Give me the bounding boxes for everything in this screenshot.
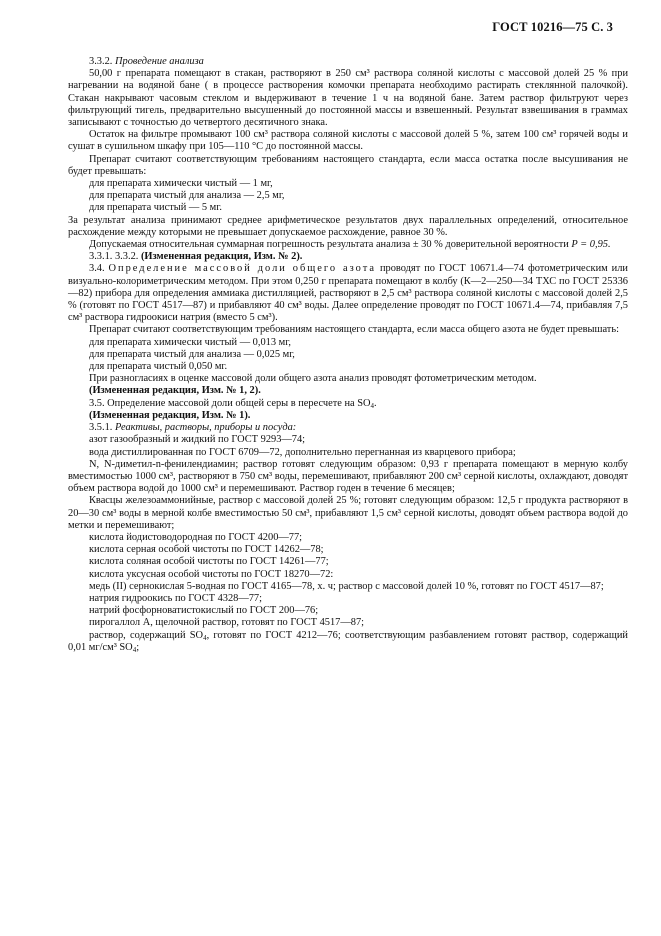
list-item: кислота йодистоводородная по ГОСТ 4200—77; [89,531,303,543]
list-item: вода дистиллированная по ГОСТ 6709—72, дополнительно перегнанная из кварцевого прибора; [89,446,516,458]
revision-note: (Измененная редакция, Изм. № 1). [89,409,251,421]
paragraph [68,239,628,251]
list-item: пирогаллол А, щелочной раствор, готовят по ГОСТ 4517—87; [89,617,365,629]
section-title: Определение массовой доли общего азота [108,263,377,275]
paragraph-text: проводят по ГОСТ 10671.4—74 фотометрическим или визуально-колориметрическим методом. При этом 0,250 г препарата помещают в колбу (К—2—250—34 ТХС по ГОСТ 25336—82) прибора для определения аммиака дистилляцией, растворяют в 2,5 см³ раствора соляной кислоты с массовой долей 2,5 % (готовят по ГОСТ 4517—87) и прибавляют 40 см³ воды. Далее определение проводят по ГОСТ 10671.4—74, прибавляя 7,5 см³ раствора гидроокиси натрия (вместо 5 см³). [68,263,628,324]
list-item: для препарата чистый для анализа — 2,5 мг, [89,190,285,202]
page-header: ГОСТ 10216—75 С. 3 [492,20,613,34]
punctuation: ; [136,641,140,653]
section-number: 3.3.2. [89,56,113,67]
list-item [68,630,628,654]
subscript: 4 [203,633,207,642]
paragraph-text: , готовят по ГОСТ 4212—76; соответствующим разбавлением готовят раствор, содержащий 0,01 мг/см³ SO [68,629,628,653]
paragraph-text: P = 0,95. [571,239,611,251]
list-item: N, N-диметил-n-фенилендиамин; раствор готовят следующим образом: 0,93 г препарата помещают в мерную колбу вместимостью 1000 см³, растворяют в 750 см³ воды, перемешивают, прибавляют 200 см³ серной кислоты, охлаждают, доводят объем раствора водой до 1000 см³ и перемешивают. Раствор годен в течение 6 месяцев; [68,458,628,495]
paragraph: 50,00 г препарата помещают в стакан, растворяют в 250 см³ раствора соляной кислоты с массовой долей 25 % при нагревании на водяной бане ( в процессе растворения комочки препарата необходимо растирать стеклянной палочкой). Стакан накрывают часовым стеклом и выдерживают в течение 1 ч на водяной бане. Затем раствор фильтруют через фильтрующий тигель, предварительно высушенный до постоянной массы и взвешенный. Результат взвешивания в граммах записывают с точностью до четвертого десятичного знака. [68,68,628,129]
section-number: 3.4. [89,263,105,275]
paragraph: При разногласиях в оценке массовой доли общего азота анализ проводят фотометрическим методом. [89,373,537,385]
list-item: кислота уксусная особой чистоты по ГОСТ 18270—72: [89,568,334,580]
section-number: 3.3.1. 3.3.2. [89,251,139,263]
paragraph: За результат анализа принимают среднее арифметическое результатов двух параллельных определений, относительное расхождение между которыми не превышает допускаемое расхождение, равное 30 %. [68,214,628,238]
list-item: азот газообразный и жидкий по ГОСТ 9293—74; [89,434,306,446]
paragraph-text: раствор, содержащий SO [89,629,204,641]
paragraph: Остаток на фильтре промывают 100 см³ раствора соляной кислоты с массовой долей 5 %, затем 100 см³ горячей воды и сушат в сушильном шкафу при 105—110 °С до постоянной массы. [68,129,628,153]
revision-text: (Измененная редакция, Изм. № 2). [140,251,303,263]
list-item: натрия гидроокись по ГОСТ 4328—77; [89,592,263,604]
list-item: натрий фосфорноватистокислый по ГОСТ 200—76; [89,605,319,617]
section-title: Реактивы, растворы, приборы и посуда: [115,422,297,434]
section-title: 3.5. Определение массовой доли общей серы в пересчете на SO [89,397,371,409]
list-item: кислота соляная особой чистоты по ГОСТ 14261—77; [89,556,329,568]
list-item: Квасцы железоаммонийные, раствор с массовой долей 25 %; готовят следующим образом: 12,5 г продукта растворяют в 20—30 см³ воды в мерной колбе вместимостью 50 см³, прибавляют 1,5 см³ серной кислоты, доводят объем раствора водой до метки и перемешивают; [68,495,628,531]
document-body [68,56,628,654]
paragraph-text: Допускаемая относительная суммарная погрешность результата анализа ± 30 % доверительной вероятности [89,239,569,251]
section-3-4 [68,263,628,324]
list-item: для препарата чистый — 5 мг. [89,202,222,214]
section-number: 3.5.1. [89,422,113,434]
list-item: для препарата химически чистый — 1 мг, [89,178,273,190]
paragraph: Препарат считают соответствующим требованиям настоящего стандарта, если масса общего азота не будет превышать: [89,324,619,336]
list-item: кислота серная особой чистоты по ГОСТ 14262—78; [89,544,324,556]
section-3-5 [68,398,628,410]
section-heading-3-5-1 [68,422,628,434]
revision-note: (Измененная редакция, Изм. № 1, 2). [89,385,261,397]
list-item: для препарата химически чистый — 0,013 мг, [89,336,291,348]
section-title: Проведение анализа [115,56,204,67]
list-item: медь (II) сернокислая 5-водная по ГОСТ 4165—78, х. ч; раствор с массовой долей 10 %, готовят по ГОСТ 4517—87; [89,580,604,592]
list-item: для препарата чистый для анализа — 0,025 мг, [89,348,295,360]
list-item: для препарата чистый 0,050 мг. [89,361,228,373]
subscript: 4 [370,401,375,410]
section-heading-3-3-2 [68,56,628,68]
subscript: 4 [132,645,137,654]
punctuation: . [374,397,377,409]
paragraph: Препарат считают соответствующим требованиям настоящего стандарта, если масса остатка после высушивания не будет превышать: [68,153,628,177]
revision-note [68,251,628,263]
